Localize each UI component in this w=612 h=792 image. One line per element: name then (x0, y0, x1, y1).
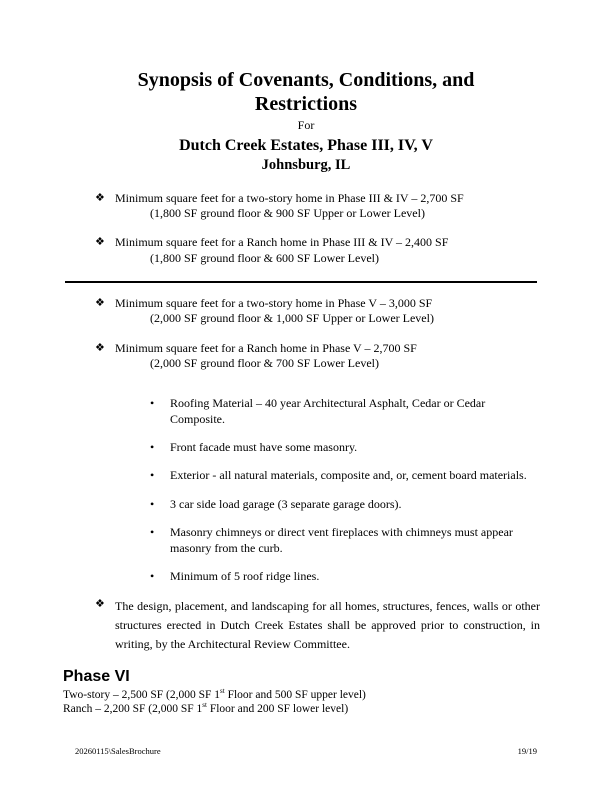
diamond-bullet-icon: ❖ (95, 598, 105, 611)
footer-document-reference: 20260115\SalesBrochure (75, 746, 161, 756)
requirement-text: Roofing Material – 40 year Architectural Asphalt, Cedar or Cedar Composite. (170, 396, 486, 426)
list-item (150, 525, 612, 556)
requirement-text: Front facade must have some masonry. (170, 440, 358, 455)
dot-bullet-icon: • (150, 496, 155, 511)
requirement-text: Masonry chimneys or direct vent fireplaces with chimneys must appear masonry from the curb. (170, 525, 513, 555)
phase-3-4-requirements-list (0, 191, 612, 266)
title-block (0, 0, 612, 175)
list-item (150, 468, 612, 483)
diamond-bullet-icon: ❖ (95, 191, 105, 204)
list-item (150, 497, 612, 512)
diamond-bullet-icon: ❖ (95, 341, 105, 354)
dot-bullet-icon: • (150, 568, 155, 583)
requirement-text: Minimum of 5 roof ridge lines. (170, 568, 320, 583)
requirement-detail: (1,800 SF ground floor & 600 SF Lower Level) (150, 250, 379, 265)
list-item (150, 440, 612, 455)
dot-bullet-icon: • (150, 525, 155, 540)
for-label: For (297, 118, 315, 132)
requirement-detail: (1,800 SF ground floor & 900 SF Upper or Lower Level) (150, 205, 425, 220)
diamond-bullet-icon: ❖ (95, 236, 105, 249)
ordinal-superscript: st (220, 687, 225, 696)
location-label: Johnsburg, IL (261, 157, 351, 174)
requirement-text: Minimum square feet for a two-story home in Phase III & IV – 2,700 SF (115, 190, 464, 205)
requirement-detail: (2,000 SF ground floor & 700 SF Lower Level) (150, 356, 379, 371)
requirement-text: Minimum square feet for a Ranch home in Phase V – 2,700 SF (115, 340, 417, 355)
dot-bullet-icon: • (150, 440, 155, 455)
construction-requirements-list (0, 396, 612, 584)
phase-6-heading: Phase VI (63, 668, 130, 686)
design-approval-note (95, 597, 540, 653)
page-title-line2: Restrictions (254, 93, 358, 115)
page-footer (75, 746, 537, 756)
list-item (95, 235, 552, 266)
design-approval-text: The design, placement, and landscaping for all homes, structures, fences, walls or other structures erected in Dutch Creek Estates shall be approved prior to construction, in writing, by the Architectural Review Committee. (115, 599, 540, 651)
ordinal-superscript: st (202, 701, 207, 710)
section-divider (65, 281, 537, 283)
requirement-detail: (2,000 SF ground floor & 1,000 SF Upper or Lower Level) (150, 311, 434, 326)
diamond-bullet-icon: ❖ (95, 296, 105, 309)
phase-6-two-story-line: Two-story – 2,500 SF (2,000 SF 1st Floor and 500 SF upper level) (63, 687, 366, 702)
requirement-text: Minimum square feet for a two-story home in Phase V – 3,000 SF (115, 295, 433, 310)
footer-page-number: 19/19 (517, 746, 537, 756)
requirement-text: Exterior - all natural materials, composite and, or, cement board materials. (170, 468, 527, 483)
requirement-text: 3 car side load garage (3 separate garage doors). (170, 496, 402, 511)
list-item (150, 396, 612, 427)
dot-bullet-icon: • (150, 468, 155, 483)
phase-5-requirements-list (0, 296, 612, 371)
list-item (150, 569, 612, 584)
list-item (95, 296, 552, 327)
page-title-line1: Synopsis of Covenants, Conditions, and (137, 69, 475, 91)
requirement-text: Minimum square feet for a Ranch home in Phase III & IV – 2,400 SF (115, 235, 449, 250)
list-item (95, 341, 552, 372)
list-item (95, 191, 552, 222)
document-subtitle: Dutch Creek Estates, Phase III, IV, V (179, 136, 433, 154)
dot-bullet-icon: • (150, 396, 155, 411)
phase-6-ranch-line: Ranch – 2,200 SF (2,000 SF 1st Floor and 200 SF lower level) (63, 701, 349, 716)
